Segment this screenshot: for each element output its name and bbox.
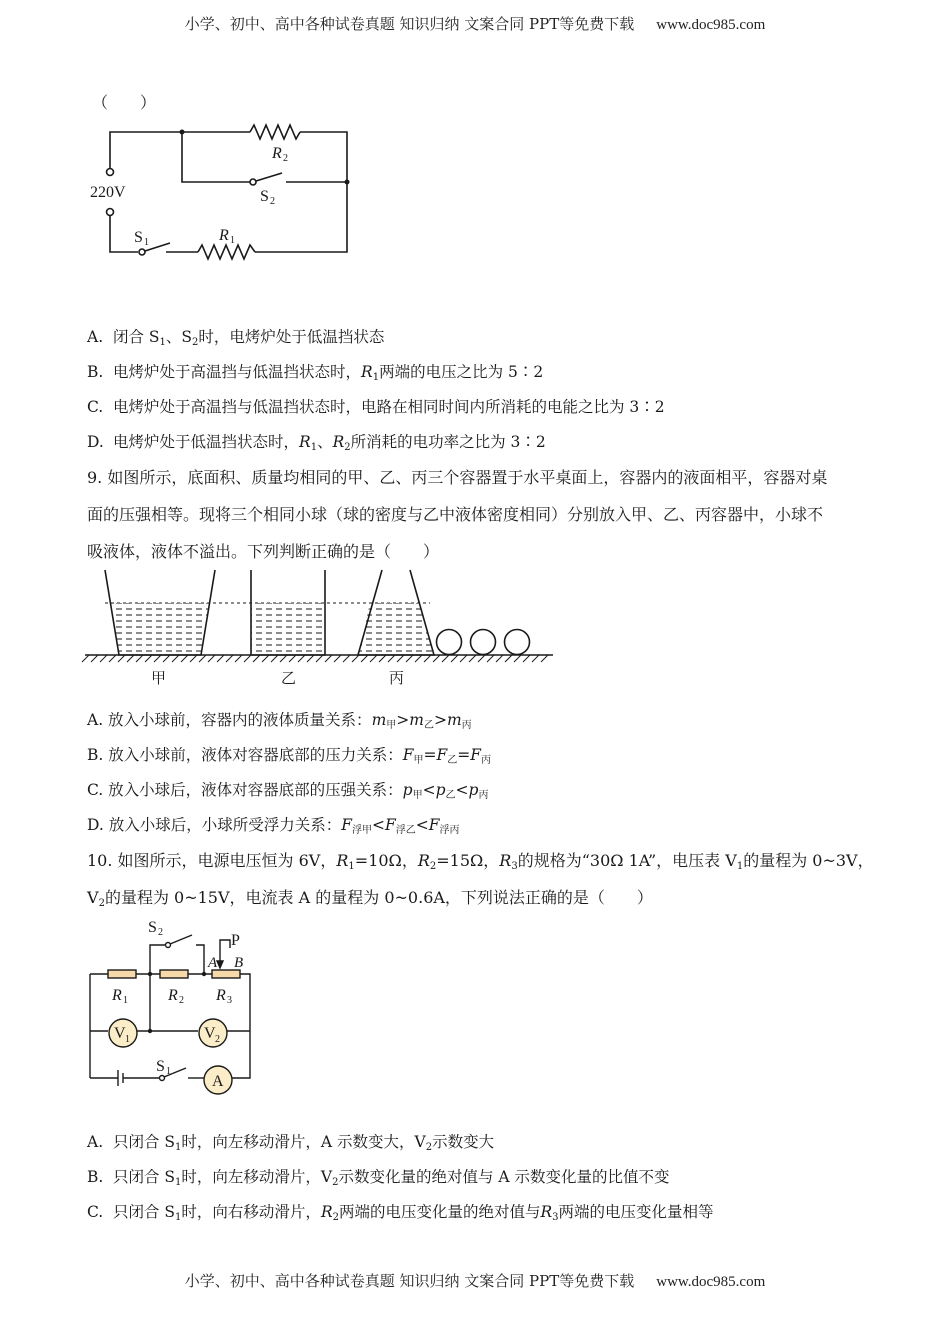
table-hatch-mark — [244, 655, 251, 662]
table-hatch-mark — [352, 655, 359, 662]
q10-ammeter-label: A — [212, 1073, 224, 1090]
page-header — [0, 13, 950, 34]
q9-option-c-text: C. 放入小球后，液体对容器底部的压强关系： — [87, 781, 403, 799]
q10-s2-label: S — [148, 919, 157, 936]
table-hatch-mark — [415, 655, 422, 662]
table-hatch-mark — [172, 655, 179, 662]
q10-v2-sub: 2 — [215, 1034, 220, 1045]
q8-option-d-text3: 所消耗的电功率之比为 3∶2 — [350, 433, 546, 451]
q8-option-a-sub1: 1 — [159, 337, 166, 348]
q9-stem-line2: 面的压强相等。现将三个相同小球（球的密度与乙中液体密度相同）分别放入甲、乙、丙容器中，小球不 — [87, 505, 824, 524]
table-hatch-mark — [262, 655, 269, 662]
q9-option-a-op1: > — [396, 711, 410, 729]
q10-line1-text1: 10. 如图所示，电源电压恒为 6V， — [87, 851, 337, 870]
table-hatch-mark — [289, 655, 296, 662]
q10-option-c-text4: 两端的电压变化量相等 — [558, 1203, 714, 1221]
table-hatch-mark — [190, 655, 197, 662]
table-hatch-mark — [298, 655, 305, 662]
q10-s1-label: S — [156, 1058, 165, 1075]
table-hatch-mark — [100, 655, 107, 662]
table-hatch-mark — [478, 655, 485, 662]
table-hatch-mark — [307, 655, 314, 662]
q8-option-c[interactable] — [87, 395, 665, 417]
q9-option-b[interactable] — [87, 743, 491, 766]
q9-option-d[interactable] — [87, 813, 460, 836]
q10-s1-sub: 1 — [166, 1066, 171, 1077]
table-hatch-mark — [325, 655, 332, 662]
table-hatch-mark — [136, 655, 143, 662]
q8-s2-label: S — [260, 188, 269, 205]
q8-option-d-text2: 、 — [317, 433, 333, 451]
q9-option-a-var2: m — [409, 711, 424, 729]
q9-option-c-sub3: 丙 — [478, 790, 489, 801]
q10-r1-sub: 1 — [123, 995, 128, 1006]
q10-option-a-label: A. — [87, 1133, 104, 1151]
table-hatch-mark — [91, 655, 98, 662]
table-hatch-mark — [118, 655, 125, 662]
q8-bracket: （ ） — [92, 93, 157, 112]
q10-option-b-label: B. — [87, 1168, 104, 1186]
table-hatch-mark — [199, 655, 206, 662]
footer-site[interactable]: www.doc985.com — [656, 1274, 766, 1290]
q10-line1-text3: =15Ω， — [436, 851, 500, 870]
q9-option-c[interactable] — [87, 778, 488, 801]
q9-option-a-sub3: 丙 — [461, 720, 472, 731]
q10-b-label: B — [234, 955, 244, 971]
q10-line1-r1sub: 1 — [348, 861, 355, 872]
q8-option-d-r2: R — [332, 433, 345, 451]
q9-option-c-op1: < — [422, 781, 436, 799]
q8-s1-label: S — [134, 229, 143, 246]
q10-r1-label: R — [112, 987, 122, 1004]
q9-option-d-text: D. 放入小球后，小球所受浮力关系： — [87, 816, 342, 834]
q8-option-c-label: C. — [87, 398, 104, 416]
table-hatch-mark — [154, 655, 161, 662]
table-hatch-mark — [217, 655, 224, 662]
q9-stem-line1: 9. 如图所示，底面积、质量均相同的甲、乙、丙三个容器置于水平桌面上，容器内的液面相平，容器对桌 — [87, 468, 828, 487]
q8-option-b[interactable] — [87, 360, 543, 383]
q9-option-a-sub1: 甲 — [386, 720, 397, 731]
q10-line1-text4: 的规格为“30Ω 1A”，电压表 V — [517, 851, 737, 870]
q9-option-a-op2: > — [433, 711, 447, 729]
q10-r2-label: R — [168, 987, 178, 1004]
q8-option-d-r2sub: 2 — [344, 442, 351, 453]
q9-option-c-sub1: 甲 — [412, 790, 423, 801]
table-hatch-mark — [397, 655, 404, 662]
q8-voltage-label: 220V — [90, 184, 126, 201]
q10-option-a-sub1: 1 — [175, 1142, 182, 1153]
table-hatch-mark — [433, 655, 440, 662]
table-hatch-mark — [460, 655, 467, 662]
q10-line1-r2sub: 2 — [429, 861, 437, 872]
q10-circuit-diagram — [88, 915, 263, 1090]
q8-r1-sub: 1 — [230, 235, 235, 246]
table-hatch-mark — [280, 655, 287, 662]
q10-line1-vsub: 1 — [736, 861, 744, 872]
q8-r2-label: R — [272, 145, 282, 162]
q10-line2-text1: V — [87, 888, 99, 907]
q9-option-c-var2: p — [435, 781, 446, 799]
q10-line1-text2: =10Ω， — [354, 851, 418, 870]
q10-option-c-r3sub: 3 — [552, 1212, 559, 1223]
q8-option-b-r: R — [361, 363, 373, 381]
q9-option-d-sub1: 浮甲 — [352, 825, 372, 836]
q10-option-c-r3: R — [540, 1203, 553, 1221]
q9-option-c-var1: p — [402, 781, 413, 799]
q9-containers-diagram — [85, 570, 560, 690]
q8-option-b-rsub: 1 — [372, 372, 380, 383]
table-hatch-mark — [208, 655, 215, 662]
q8-r1-label: R — [219, 227, 229, 244]
table-hatch-mark — [424, 655, 431, 662]
table-hatch-mark — [523, 655, 530, 662]
q10-line1-r2: R — [417, 851, 430, 870]
q10-option-c-r2sub: 2 — [332, 1212, 339, 1223]
q8-option-d-text1: 电烤炉处于低温挡状态时， — [113, 433, 300, 451]
q10-a-label: A — [208, 955, 218, 971]
q10-option-c-sub1: 1 — [175, 1212, 182, 1223]
q10-option-c[interactable] — [87, 1200, 714, 1223]
table-hatch-mark — [541, 655, 548, 662]
q9-option-c-sub2: 乙 — [445, 790, 456, 801]
table-hatch-mark — [271, 655, 278, 662]
q8-option-a-text1: 闭合 S — [113, 328, 160, 346]
table-hatch-mark — [163, 655, 170, 662]
q10-option-c-r2: R — [320, 1203, 333, 1221]
q9-option-d-var2: F — [385, 816, 396, 834]
q9-option-d-op2: < — [415, 816, 429, 834]
q10-option-c-text1: 只闭合 S — [113, 1203, 176, 1221]
q8-option-a-sub2: 2 — [192, 337, 199, 348]
table-hatch-mark — [343, 655, 350, 662]
table-hatch-mark — [316, 655, 323, 662]
q9-stem-line3: 吸液体，液体不溢出。下列判断正确的是（ ） — [87, 542, 440, 561]
q8-option-d[interactable] — [87, 430, 546, 453]
q8-option-b-text1: 电烤炉处于高温挡与低温挡状态时， — [113, 363, 362, 381]
q8-option-c-text1: 电烤炉处于高温挡与低温挡状态时，电路在相同时间内所消耗的电能之比为 3∶2 — [113, 398, 665, 416]
q9-label-bing: 丙 — [389, 669, 405, 687]
q8-s1-sub: 1 — [144, 237, 149, 248]
q10-v1-label: V — [114, 1025, 126, 1042]
table-hatch-mark — [181, 655, 188, 662]
q9-option-b-var2: F — [436, 746, 448, 764]
table-hatch-mark — [361, 655, 368, 662]
table-hatch-mark — [235, 655, 242, 662]
q9-option-c-var3: p — [468, 781, 479, 799]
table-hatch-mark — [334, 655, 341, 662]
table-hatch-mark — [514, 655, 521, 662]
q10-option-a[interactable] — [87, 1130, 494, 1153]
q10-stem-line2 — [87, 885, 653, 909]
q9-option-b-var1: F — [402, 746, 414, 764]
q9-option-c-op2: < — [455, 781, 469, 799]
q9-option-b-sub2: 乙 — [447, 755, 458, 766]
q10-option-b-text3: 示数变化量的绝对值与 A 示数变化量的比值不变 — [338, 1168, 670, 1186]
q10-option-a-text1: 只闭合 S — [113, 1133, 176, 1151]
q10-r3-sub: 3 — [227, 995, 232, 1006]
q10-line1-text5: 的量程为 0~3V， — [743, 851, 874, 870]
q10-r3-label: R — [216, 987, 226, 1004]
q10-line1-r1: R — [336, 851, 349, 870]
q9-option-b-text: B. 放入小球前，液体对容器底部的压力关系： — [87, 746, 403, 764]
q8-option-a[interactable] — [87, 325, 384, 348]
table-hatch-mark — [388, 655, 395, 662]
q9-option-a-var3: m — [446, 711, 462, 729]
q10-option-a-text3: 示数变大 — [432, 1133, 495, 1151]
q9-option-d-sub2: 浮乙 — [395, 825, 416, 836]
table-hatch-mark — [451, 655, 458, 662]
table-hatch-mark — [487, 655, 494, 662]
q8-option-a-text3: 时，电烤炉处于低温挡状态 — [198, 328, 385, 346]
q10-p-label: P — [231, 932, 240, 949]
table-hatch-mark — [442, 655, 449, 662]
q9-option-b-sub3: 丙 — [481, 755, 492, 766]
q10-option-c-label: C. — [87, 1203, 104, 1221]
q9-option-a-sub2: 乙 — [423, 720, 434, 731]
footer-text: 小学、初中、高中各种试卷真题 知识归纳 文案合同 PPT等免费下载 — [184, 1272, 635, 1290]
q9-option-d-var3: F — [428, 816, 440, 834]
q10-r2-sub: 2 — [179, 995, 184, 1006]
q9-option-b-op1: = — [423, 746, 437, 764]
q9-option-a[interactable] — [87, 708, 472, 731]
table-hatch-mark — [406, 655, 413, 662]
q8-option-a-label: A. — [87, 328, 104, 346]
q10-option-a-text2: 时，向左移动滑片，A 示数变大，V — [181, 1133, 426, 1151]
table-hatch-mark — [469, 655, 476, 662]
q10-option-b-text2: 时，向左移动滑片，V — [181, 1168, 333, 1186]
q8-option-b-label: B. — [87, 363, 104, 381]
table-hatch-mark — [109, 655, 116, 662]
q10-v1-sub: 1 — [125, 1034, 130, 1045]
q8-circuit-diagram — [90, 120, 360, 270]
q8-option-d-r1: R — [299, 433, 311, 451]
q9-option-d-op1: < — [372, 816, 385, 834]
q10-option-a-sub2: 2 — [425, 1142, 433, 1153]
table-hatch-mark — [370, 655, 377, 662]
q10-line1-r3sub: 3 — [511, 861, 518, 872]
q9-option-d-sub3: 浮丙 — [439, 825, 460, 836]
q8-s2-sub: 2 — [270, 196, 275, 207]
q10-option-b-text1: 只闭合 S — [113, 1168, 176, 1186]
q9-label-yi: 乙 — [281, 669, 297, 687]
q10-option-c-text3: 两端的电压变化量的绝对值与 — [338, 1203, 541, 1221]
q9-option-d-var1: F — [341, 816, 352, 834]
q8-option-b-text2: 两端的电压之比为 5∶2 — [379, 363, 544, 381]
q10-option-c-text2: 时，向右移动滑片， — [181, 1203, 321, 1221]
table-hatch-mark — [226, 655, 233, 662]
page-footer — [0, 1270, 950, 1291]
q10-v2-label: V — [204, 1025, 216, 1042]
table-hatch-mark — [379, 655, 386, 662]
q10-option-b-sub2: 2 — [332, 1177, 339, 1188]
table-hatch-mark — [82, 655, 89, 662]
q8-r2-sub: 2 — [283, 153, 288, 164]
q9-option-a-text: A. 放入小球前，容器内的液体质量关系： — [87, 711, 372, 729]
q9-option-b-op2: = — [457, 746, 471, 764]
q8-option-a-text2: 、S — [165, 328, 193, 346]
table-hatch-mark — [127, 655, 134, 662]
table-hatch-mark — [496, 655, 503, 662]
q8-option-d-label: D. — [87, 433, 104, 451]
table-hatch-mark — [253, 655, 260, 662]
q9-option-b-var3: F — [470, 746, 482, 764]
table-hatch-mark — [532, 655, 539, 662]
header-site[interactable]: www.doc985.com — [656, 17, 766, 33]
q9-option-b-sub1: 甲 — [413, 755, 424, 766]
q10-line2-text2: 的量程为 0~15V，电流表 A 的量程为 0~0.6A，下列说法正确的是（ ） — [104, 888, 653, 907]
header-text: 小学、初中、高中各种试卷真题 知识归纳 文案合同 PPT等免费下载 — [184, 15, 635, 33]
q10-option-b-sub1: 1 — [175, 1177, 182, 1188]
q10-stem-line1 — [87, 848, 874, 872]
table-hatch-mark — [145, 655, 152, 662]
table-hatch-mark — [505, 655, 512, 662]
q10-s2-sub: 2 — [158, 927, 163, 938]
q9-option-a-var1: m — [371, 711, 387, 729]
q9-label-jia: 甲 — [151, 669, 167, 687]
q10-line1-r3: R — [499, 851, 512, 870]
q10-line2-vsub: 2 — [98, 898, 105, 909]
q8-option-d-r1sub: 1 — [310, 442, 318, 453]
q10-option-b[interactable] — [87, 1165, 670, 1188]
